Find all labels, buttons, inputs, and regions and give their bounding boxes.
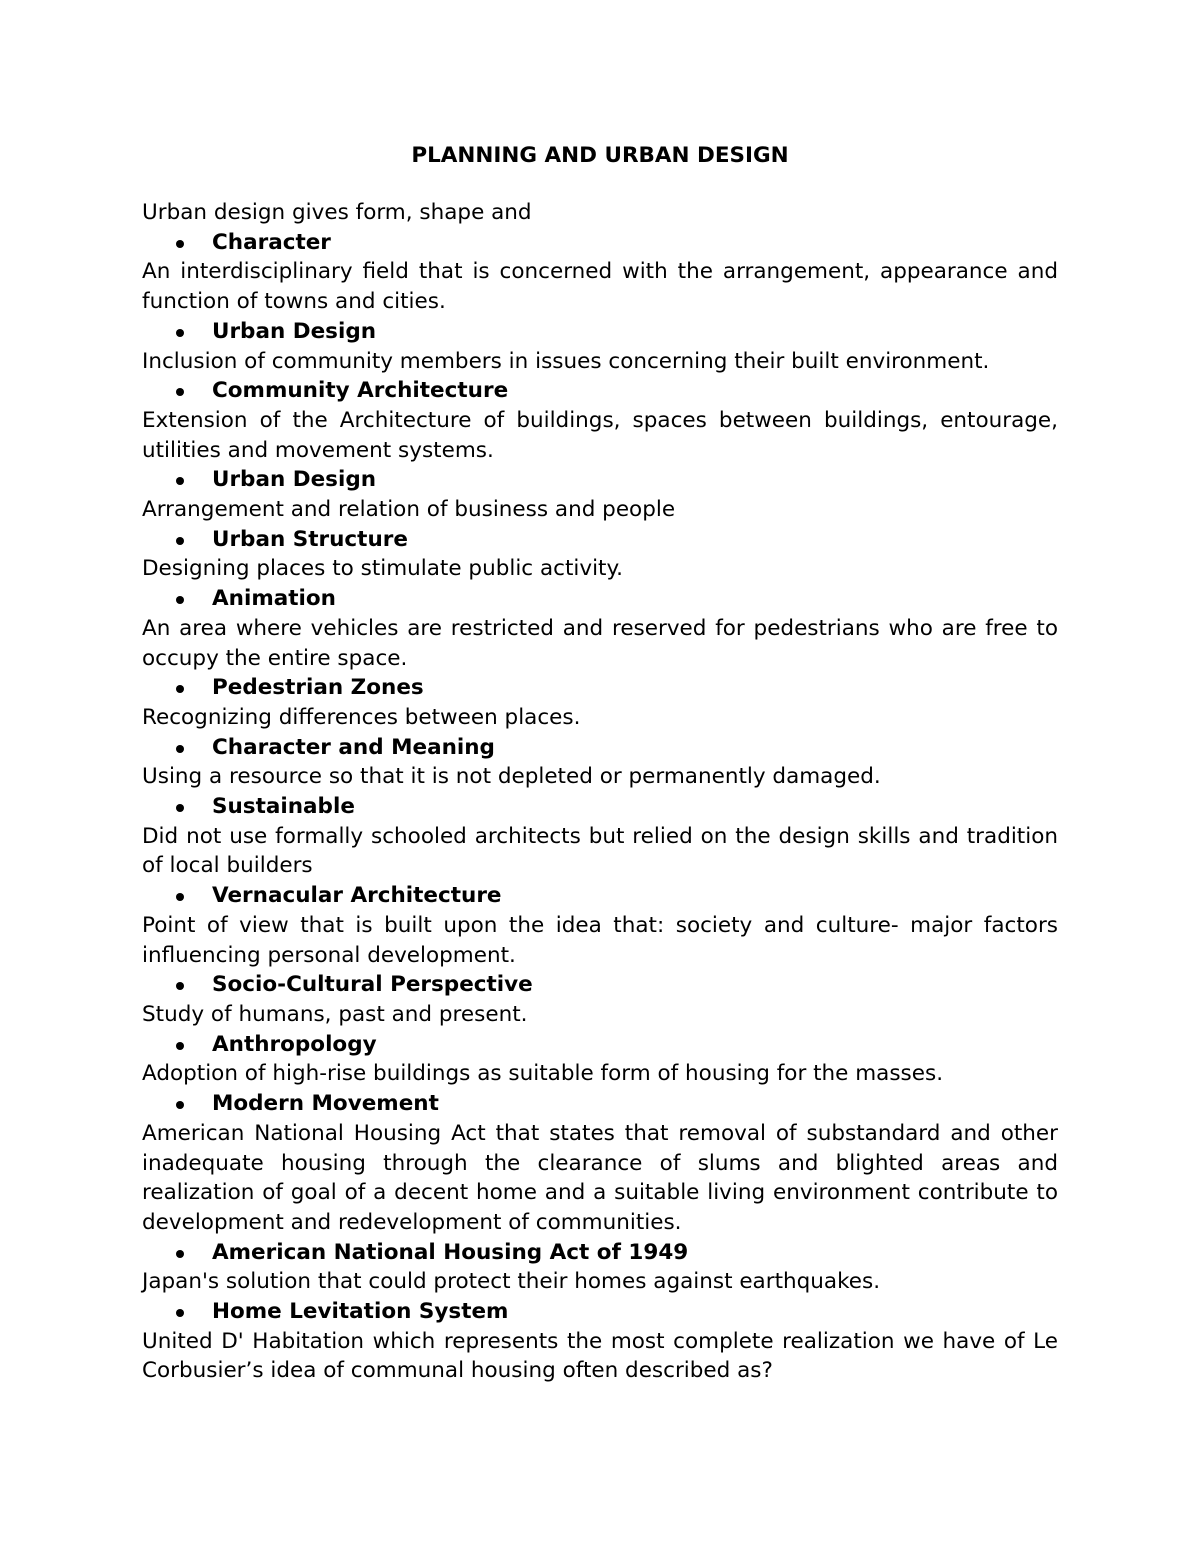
definition-paragraph: United D' Habitation which represents the most complete realization we have of Le Corbusier’s idea of communal housing often described as?: [142, 1328, 1058, 1384]
bullet-icon: [176, 1309, 184, 1317]
term-label: Urban Design: [212, 467, 377, 493]
definition-paragraph: An area where vehicles are restricted and reserved for pedestrians who are free to occupy the entire space.: [142, 615, 1058, 671]
term-item: [142, 1030, 1058, 1060]
term-item: [142, 1297, 1058, 1327]
term-item: [142, 792, 1058, 822]
term-label: Animation: [212, 586, 336, 612]
term-item: [142, 376, 1058, 406]
document-body: [142, 140, 1058, 1386]
bullet-icon: [176, 329, 184, 337]
term-label: Pedestrian Zones: [212, 675, 424, 701]
term-label: American National Housing Act of 1949: [212, 1239, 689, 1265]
term-label: Modern Movement: [212, 1091, 439, 1117]
bullet-icon: [176, 477, 184, 485]
bullet-icon: [176, 982, 184, 990]
bullet-icon: [176, 893, 184, 901]
term-item: [142, 465, 1058, 495]
term-item: [142, 970, 1058, 1000]
term-item: [142, 584, 1058, 614]
term-label: Vernacular Architecture: [212, 883, 502, 909]
definition-paragraph: Recognizing differences between places.: [142, 704, 581, 730]
term-label: Character: [212, 229, 331, 255]
term-label: Sustainable: [212, 794, 355, 820]
term-label: Home Levitation System: [212, 1299, 509, 1325]
bullet-icon: [176, 596, 184, 604]
term-item: [142, 881, 1058, 911]
definition-paragraph: Japan's solution that could protect their homes against earthquakes.: [142, 1269, 881, 1295]
bullet-icon: [176, 388, 184, 396]
term-item: [142, 733, 1058, 763]
definition-paragraph: An interdisciplinary field that is concerned with the arrangement, appearance and function of towns and cities.: [142, 259, 1058, 315]
term-label: Character and Meaning: [212, 734, 495, 760]
term-item: [142, 525, 1058, 555]
definition-paragraph: Inclusion of community members in issues concerning their built environment.: [142, 348, 990, 374]
term-label: Urban Design: [212, 318, 377, 344]
term-item: [142, 317, 1058, 347]
definition-paragraph: Did not use formally schooled architects but relied on the design skills and tradition of local builders: [142, 823, 1058, 879]
term-item: [142, 1238, 1058, 1268]
definition-paragraph: American National Housing Act that states that removal of substandard and other inadequate housing through the clearance of slums and blighted areas and realization of goal of a decent home and a suitable living environment contribute to development and redevelopment of communities.: [142, 1120, 1058, 1235]
definition-paragraph: Adoption of high-rise buildings as suitable form of housing for the masses.: [142, 1061, 944, 1087]
bullet-icon: [176, 240, 184, 248]
term-label: Community Architecture: [212, 378, 509, 404]
definition-paragraph: Point of view that is built upon the idea that: society and culture- major factors influencing personal development.: [142, 912, 1058, 968]
document-title: PLANNING AND URBAN DESIGN: [411, 143, 789, 168]
definition-paragraph: Study of humans, past and present.: [142, 1001, 528, 1027]
term-label: Urban Structure: [212, 526, 408, 552]
definition-paragraph: Arrangement and relation of business and people: [142, 497, 676, 523]
bullet-icon: [176, 537, 184, 545]
term-item: [142, 673, 1058, 703]
bullet-icon: [176, 1042, 184, 1050]
bullet-icon: [176, 1250, 184, 1258]
term-list: [142, 228, 1058, 1386]
bullet-icon: [176, 1101, 184, 1109]
term-item: [142, 228, 1058, 258]
term-label: Socio-Cultural Perspective: [212, 972, 533, 998]
bullet-icon: [176, 745, 184, 753]
intro-paragraph: Urban design gives form, shape and: [142, 200, 532, 225]
definition-paragraph: Extension of the Architecture of buildings, spaces between buildings, entourage, utilities and movement systems.: [142, 407, 1058, 463]
term-label: Anthropology: [212, 1031, 377, 1057]
term-item: [142, 1089, 1058, 1119]
definition-paragraph: Using a resource so that it is not depleted or permanently damaged.: [142, 764, 881, 790]
bullet-icon: [176, 685, 184, 693]
bullet-icon: [176, 804, 184, 812]
definition-paragraph: Designing places to stimulate public activity.: [142, 556, 623, 582]
